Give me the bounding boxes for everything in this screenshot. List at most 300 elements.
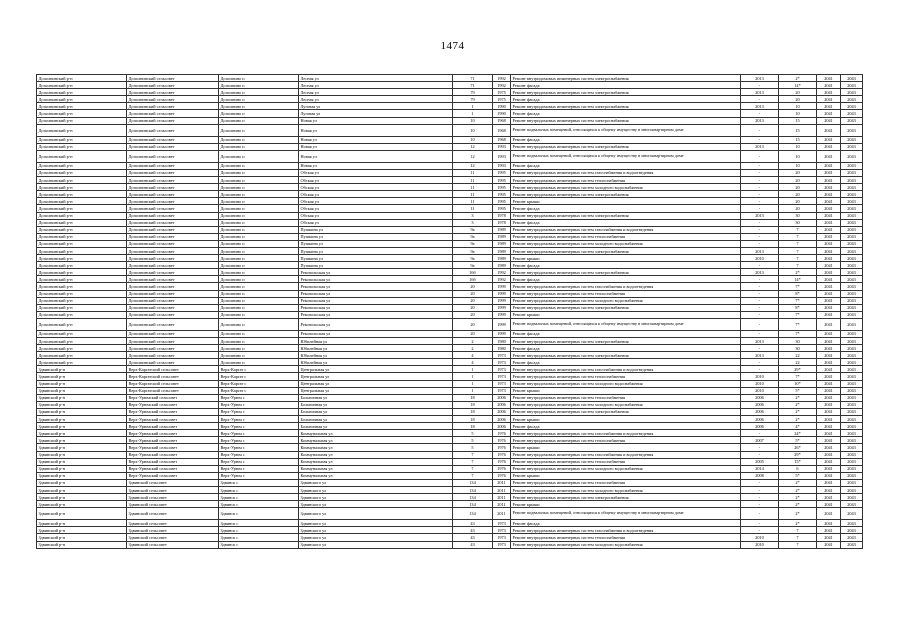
wear-cell: 14*	[779, 276, 817, 283]
district-cell: Дополнинский р-н	[37, 89, 127, 96]
period-end-cell: 2043	[841, 486, 863, 493]
settlement-cell: Верх-Урюм с	[219, 430, 299, 437]
settlement-cell: Дополнино п	[219, 330, 299, 337]
period-start-cell: 2041	[817, 169, 841, 176]
build-year-cell: 1978	[493, 219, 511, 226]
last-repair-year-cell: -	[741, 359, 779, 366]
council-cell: Верх-Урюмский сельсовет	[127, 444, 219, 451]
house-number-cell: 9а	[453, 255, 493, 262]
period-end-cell: 2043	[841, 117, 863, 124]
period-start-cell: 2041	[817, 451, 841, 458]
house-number-cell: 11	[453, 198, 493, 205]
period-end-cell: 2043	[841, 401, 863, 408]
period-end-cell: 2043	[841, 394, 863, 401]
wear-cell: 7*	[779, 297, 817, 304]
settlement-cell: Дополнино п	[219, 184, 299, 191]
street-cell: Центральная ул	[299, 380, 453, 387]
table-row	[37, 240, 863, 247]
period-end-cell: 2043	[841, 247, 863, 254]
last-repair-year-cell: -	[741, 330, 779, 337]
wear-cell: 7	[779, 247, 817, 254]
district-cell: Здвинский р-н	[37, 527, 127, 534]
period-start-cell: 2041	[817, 184, 841, 191]
settlement-cell: Дополнино п	[219, 205, 299, 212]
council-cell: Дополнинский сельсовет	[127, 124, 219, 136]
table-row	[37, 247, 863, 254]
street-cell: Обская ул	[299, 184, 453, 191]
period-end-cell: 2043	[841, 345, 863, 352]
house-number-cell: 16б	[453, 276, 493, 283]
work-type-cell: Ремонт фасада	[511, 262, 741, 269]
period-end-cell: 2043	[841, 96, 863, 103]
street-cell: Больничная ул	[299, 408, 453, 415]
street-cell: Луговая ул	[299, 110, 453, 117]
table-row	[37, 212, 863, 219]
settlement-cell: Дополнино п	[219, 255, 299, 262]
table-row	[37, 297, 863, 304]
last-repair-year-cell: -	[741, 96, 779, 103]
wear-cell: 7	[779, 534, 817, 541]
last-repair-year-cell: -	[741, 136, 779, 143]
council-cell: Дополнинский сельсовет	[127, 352, 219, 359]
build-year-cell: 1995	[493, 198, 511, 205]
work-type-cell: Ремонт фасада	[511, 345, 741, 352]
period-end-cell: 2043	[841, 283, 863, 290]
house-number-cell: 18	[453, 408, 493, 415]
last-repair-year-cell: 2010	[741, 255, 779, 262]
district-cell: Здвинский р-н	[37, 508, 127, 520]
work-type-cell: Ремонт внутридомовых инженерных систем электроснабжения	[511, 494, 741, 501]
period-start-cell: 2041	[817, 124, 841, 136]
council-cell: Дополнинский сельсовет	[127, 162, 219, 169]
wear-cell: 20	[779, 96, 817, 103]
table-row	[37, 255, 863, 262]
house-number-cell: 11	[453, 191, 493, 198]
wear-cell: 7	[779, 255, 817, 262]
house-number-cell: 20	[453, 330, 493, 337]
street-cell: Новая ул	[299, 162, 453, 169]
table-row	[37, 501, 863, 508]
period-start-cell: 2041	[817, 345, 841, 352]
street-cell: Луговая ул	[299, 103, 453, 110]
district-cell: Дополнинский р-н	[37, 96, 127, 103]
period-end-cell: 2043	[841, 430, 863, 437]
house-number-cell: 12	[453, 150, 493, 162]
street-cell: Пушкина ул	[299, 262, 453, 269]
build-year-cell: 1980	[493, 338, 511, 345]
district-cell: Дополнинский р-н	[37, 255, 127, 262]
council-cell: Дополнинский сельсовет	[127, 330, 219, 337]
period-end-cell: 2043	[841, 297, 863, 304]
house-number-cell: 1	[453, 110, 493, 117]
build-year-cell: 1975	[493, 96, 511, 103]
wear-cell: 2*	[779, 408, 817, 415]
house-number-cell: 7	[453, 465, 493, 472]
council-cell: Дополнинский сельсовет	[127, 184, 219, 191]
council-cell: Дополнинский сельсовет	[127, 110, 219, 117]
settlement-cell: Здвинск с	[219, 520, 299, 527]
period-start-cell: 2041	[817, 472, 841, 479]
district-cell: Дополнинский р-н	[37, 169, 127, 176]
last-repair-year-cell: -	[741, 366, 779, 373]
wear-cell: 15*	[779, 458, 817, 465]
wear-cell: 7	[779, 541, 817, 548]
period-end-cell: 2043	[841, 255, 863, 262]
build-year-cell: 1995	[493, 205, 511, 212]
council-cell: Верх-Каргатский сельсовет	[127, 380, 219, 387]
council-cell: Дополнинский сельсовет	[127, 255, 219, 262]
house-number-cell: 1	[453, 380, 493, 387]
period-end-cell: 2043	[841, 82, 863, 89]
street-cell: Лесная ул	[299, 96, 453, 103]
build-year-cell: 1973	[493, 520, 511, 527]
build-year-cell: 1976	[493, 444, 511, 451]
table-row	[37, 276, 863, 283]
wear-cell: 5*	[779, 437, 817, 444]
wear-cell: 26*	[779, 444, 817, 451]
period-end-cell: 2043	[841, 150, 863, 162]
table-row	[37, 345, 863, 352]
street-cell: Рекопольская ул	[299, 318, 453, 330]
settlement-cell: Дополнино п	[219, 304, 299, 311]
street-cell: Здвинского ул	[299, 494, 453, 501]
table-row	[37, 117, 863, 124]
build-year-cell: 1989	[493, 262, 511, 269]
settlement-cell: Верх-Урюм с	[219, 451, 299, 458]
build-year-cell: 2006	[493, 408, 511, 415]
house-number-cell: 43	[453, 527, 493, 534]
table-row	[37, 387, 863, 394]
last-repair-year-cell: -	[741, 198, 779, 205]
council-cell: Верх-Урюмский сельсовет	[127, 408, 219, 415]
period-end-cell: 2043	[841, 124, 863, 136]
council-cell: Верх-Урюмский сельсовет	[127, 472, 219, 479]
period-end-cell: 2043	[841, 527, 863, 534]
district-cell: Здвинский р-н	[37, 534, 127, 541]
street-cell: Коммунальная ул	[299, 472, 453, 479]
period-end-cell: 2043	[841, 276, 863, 283]
wear-cell: 2*	[779, 394, 817, 401]
table-row	[37, 401, 863, 408]
build-year-cell: 1976	[493, 472, 511, 479]
work-type-cell: Ремонт фасада	[511, 330, 741, 337]
wear-cell: 7	[779, 527, 817, 534]
street-cell: Юбилейная ул	[299, 352, 453, 359]
last-repair-year-cell: -	[741, 318, 779, 330]
period-end-cell: 2043	[841, 103, 863, 110]
last-repair-year-cell: 2013	[741, 352, 779, 359]
table-body	[37, 75, 863, 549]
wear-cell: 20	[779, 184, 817, 191]
period-start-cell: 2041	[817, 527, 841, 534]
last-repair-year-cell: -	[741, 110, 779, 117]
table-row	[37, 226, 863, 233]
house-number-cell: 7	[453, 472, 493, 479]
settlement-cell: Дополнино п	[219, 124, 299, 136]
street-cell: Пушкина ул	[299, 226, 453, 233]
build-year-cell: 1980	[493, 345, 511, 352]
house-number-cell: 10	[453, 136, 493, 143]
table-row	[37, 366, 863, 373]
work-type-cell: Ремонт внутридомовых инженерных систем теплоснабжения	[511, 177, 741, 184]
period-end-cell: 2043	[841, 338, 863, 345]
house-number-cell: 20	[453, 283, 493, 290]
build-year-cell: 1976	[493, 430, 511, 437]
work-type-cell: Ремонт подвальных помещений, относящихся к общему имуществу в многоквартирном доме	[511, 318, 741, 330]
settlement-cell: Дополнино п	[219, 110, 299, 117]
build-year-cell: 1999	[493, 283, 511, 290]
wear-cell: 20	[779, 191, 817, 198]
period-end-cell: 2043	[841, 373, 863, 380]
work-type-cell: Ремонт фасада	[511, 162, 741, 169]
last-repair-year-cell: -	[741, 304, 779, 311]
work-type-cell: Ремонт внутридомовых инженерных систем теплоснабжения	[511, 437, 741, 444]
table-row	[37, 191, 863, 198]
build-year-cell: 2011	[493, 501, 511, 508]
period-end-cell: 2043	[841, 219, 863, 226]
house-number-cell: 5	[453, 444, 493, 451]
wear-cell: 5*	[779, 472, 817, 479]
build-year-cell: 2011	[493, 486, 511, 493]
table-row	[37, 458, 863, 465]
period-start-cell: 2041	[817, 177, 841, 184]
district-cell: Дополнинский р-н	[37, 136, 127, 143]
street-cell: Центральная ул	[299, 366, 453, 373]
street-cell: Рекопольская ул	[299, 304, 453, 311]
period-start-cell: 2041	[817, 75, 841, 82]
build-year-cell: 1976	[493, 465, 511, 472]
council-cell: Дополнинский сельсовет	[127, 89, 219, 96]
table-row	[37, 330, 863, 337]
work-type-cell: Ремонт внутридомовых инженерных систем электроснабжения	[511, 75, 741, 82]
period-end-cell: 2043	[841, 162, 863, 169]
build-year-cell: 1999	[493, 297, 511, 304]
period-start-cell: 2041	[817, 387, 841, 394]
table-row	[37, 184, 863, 191]
build-year-cell: 1992	[493, 276, 511, 283]
last-repair-year-cell: 2010	[741, 387, 779, 394]
house-number-cell: 134	[453, 486, 493, 493]
period-start-cell: 2041	[817, 290, 841, 297]
period-start-cell: 2041	[817, 143, 841, 150]
wear-cell: 22	[779, 359, 817, 366]
council-cell: Дополнинский сельсовет	[127, 345, 219, 352]
work-type-cell: Ремонт фасада	[511, 359, 741, 366]
district-cell: Дополнинский р-н	[37, 219, 127, 226]
wear-cell: 20	[779, 89, 817, 96]
wear-cell: 30	[779, 219, 817, 226]
last-repair-year-cell: -	[741, 240, 779, 247]
build-year-cell: 1992	[493, 82, 511, 89]
district-cell: Дополнинский р-н	[37, 191, 127, 198]
district-cell: Здвинский р-н	[37, 465, 127, 472]
period-start-cell: 2041	[817, 304, 841, 311]
last-repair-year-cell: -	[741, 430, 779, 437]
council-cell: Дополнинский сельсовет	[127, 150, 219, 162]
last-repair-year-cell: -	[741, 162, 779, 169]
last-repair-year-cell: -	[741, 233, 779, 240]
district-cell: Дополнинский р-н	[37, 359, 127, 366]
period-start-cell: 2041	[817, 373, 841, 380]
street-cell: Здвинского ул	[299, 501, 453, 508]
council-cell: Дополнинский сельсовет	[127, 136, 219, 143]
table-row	[37, 290, 863, 297]
district-cell: Дополнинский р-н	[37, 311, 127, 318]
last-repair-year-cell: 2008	[741, 472, 779, 479]
council-cell: Дополнинский сельсовет	[127, 318, 219, 330]
council-cell: Дополнинский сельсовет	[127, 103, 219, 110]
last-repair-year-cell: -	[741, 150, 779, 162]
street-cell: Пушкина ул	[299, 240, 453, 247]
wear-cell: 20	[779, 205, 817, 212]
street-cell: Новая ул	[299, 143, 453, 150]
period-start-cell: 2041	[817, 352, 841, 359]
period-end-cell: 2043	[841, 472, 863, 479]
settlement-cell: Верх-Урюм с	[219, 437, 299, 444]
last-repair-year-cell: 2013	[741, 89, 779, 96]
settlement-cell: Дополнино п	[219, 290, 299, 297]
council-cell: Здвинский сельсовет	[127, 486, 219, 493]
wear-cell: 10	[779, 150, 817, 162]
period-start-cell: 2041	[817, 508, 841, 520]
period-end-cell: 2043	[841, 290, 863, 297]
house-number-cell: 1	[453, 103, 493, 110]
work-type-cell: Ремонт внутридомовых инженерных систем электроснабжения	[511, 89, 741, 96]
work-type-cell: Ремонт фасада	[511, 82, 741, 89]
work-type-cell: Ремонт внутридомовых инженерных систем электроснабжения	[511, 191, 741, 198]
period-end-cell: 2043	[841, 205, 863, 212]
house-number-cell: 9а	[453, 233, 493, 240]
work-type-cell: Ремонт внутридомовых инженерных систем холодного водоснабжения	[511, 184, 741, 191]
table-row	[37, 162, 863, 169]
street-cell: Коммунальная ул	[299, 465, 453, 472]
table-row	[37, 380, 863, 387]
last-repair-year-cell: 2014	[741, 465, 779, 472]
council-cell: Дополнинский сельсовет	[127, 290, 219, 297]
period-end-cell: 2043	[841, 304, 863, 311]
house-number-cell: 7	[453, 451, 493, 458]
period-end-cell: 2043	[841, 89, 863, 96]
wear-cell: 29*	[779, 366, 817, 373]
period-start-cell: 2041	[817, 103, 841, 110]
last-repair-year-cell: 2005	[741, 458, 779, 465]
table-row	[37, 534, 863, 541]
build-year-cell: 1973	[493, 359, 511, 366]
last-repair-year-cell: -	[741, 276, 779, 283]
build-year-cell: 1973	[493, 352, 511, 359]
last-repair-year-cell: -	[741, 290, 779, 297]
house-number-cell: 11	[453, 177, 493, 184]
street-cell: Коммунальная ул	[299, 437, 453, 444]
settlement-cell: Здвинск с	[219, 486, 299, 493]
build-year-cell: 1999	[493, 318, 511, 330]
build-year-cell: 1995	[493, 177, 511, 184]
council-cell: Дополнинский сельсовет	[127, 198, 219, 205]
table-row	[37, 527, 863, 534]
street-cell: Здвинского ул	[299, 527, 453, 534]
wear-cell: 2*	[779, 269, 817, 276]
table-row	[37, 89, 863, 96]
district-cell: Здвинский р-н	[37, 401, 127, 408]
period-start-cell: 2041	[817, 479, 841, 486]
period-start-cell: 2041	[817, 534, 841, 541]
district-cell: Дополнинский р-н	[37, 226, 127, 233]
district-cell: Здвинский р-н	[37, 394, 127, 401]
street-cell: Рекопольская ул	[299, 290, 453, 297]
house-number-cell: 9а	[453, 240, 493, 247]
council-cell: Верх-Урюмский сельсовет	[127, 394, 219, 401]
work-type-cell: Ремонт крыши	[511, 311, 741, 318]
work-type-cell: Ремонт внутридомовых инженерных систем теплоснабжения	[511, 534, 741, 541]
period-end-cell: 2043	[841, 423, 863, 430]
last-repair-year-cell: 2013	[741, 75, 779, 82]
work-type-cell: Ремонт фасада	[511, 96, 741, 103]
street-cell: Здвинского ул	[299, 486, 453, 493]
period-start-cell: 2041	[817, 416, 841, 423]
build-year-cell: 2006	[493, 423, 511, 430]
build-year-cell: 2011	[493, 508, 511, 520]
work-type-cell: Ремонт внутридомовых инженерных систем электроснабжения	[511, 143, 741, 150]
settlement-cell: Верх-Каргат с	[219, 380, 299, 387]
work-type-cell: Ремонт фасада	[511, 276, 741, 283]
district-cell: Дополнинский р-н	[37, 212, 127, 219]
wear-cell: 7*	[779, 283, 817, 290]
table-row	[37, 318, 863, 330]
street-cell: Больничная ул	[299, 394, 453, 401]
council-cell: Дополнинский сельсовет	[127, 143, 219, 150]
work-type-cell: Ремонт внутридомовых инженерных систем холодного водоснабжения	[511, 541, 741, 548]
council-cell: Дополнинский сельсовет	[127, 311, 219, 318]
build-year-cell: 1993	[493, 143, 511, 150]
council-cell: Здвинский сельсовет	[127, 534, 219, 541]
settlement-cell: Дополнино п	[219, 169, 299, 176]
wear-cell: 10*	[779, 380, 817, 387]
table-row	[37, 75, 863, 82]
period-end-cell: 2043	[841, 143, 863, 150]
settlement-cell: Дополнино п	[219, 276, 299, 283]
last-repair-year-cell: 2010	[741, 541, 779, 548]
house-number-cell: 18	[453, 416, 493, 423]
street-cell: Пушкина ул	[299, 247, 453, 254]
table-row	[37, 136, 863, 143]
street-cell: Коммунальная ул	[299, 430, 453, 437]
street-cell: Обская ул	[299, 198, 453, 205]
table-row	[37, 233, 863, 240]
period-end-cell: 2043	[841, 75, 863, 82]
settlement-cell: Дополнино п	[219, 359, 299, 366]
house-number-cell: 5	[453, 430, 493, 437]
work-type-cell: Ремонт внутридомовых инженерных систем теплоснабжения	[511, 290, 741, 297]
wear-cell: 30	[779, 212, 817, 219]
table-row	[37, 423, 863, 430]
build-year-cell: 1973	[493, 380, 511, 387]
build-year-cell: 1973	[493, 527, 511, 534]
build-year-cell: 2006	[493, 416, 511, 423]
last-repair-year-cell: -	[741, 451, 779, 458]
wear-cell: 2*	[779, 479, 817, 486]
period-start-cell: 2041	[817, 458, 841, 465]
work-type-cell: Ремонт внутридомовых инженерных систем холодного водоснабжения	[511, 240, 741, 247]
table-row	[37, 177, 863, 184]
period-end-cell: 2043	[841, 501, 863, 508]
last-repair-year-cell: -	[741, 501, 779, 508]
period-start-cell: 2041	[817, 219, 841, 226]
council-cell: Верх-Каргатский сельсовет	[127, 373, 219, 380]
council-cell: Дополнинский сельсовет	[127, 212, 219, 219]
last-repair-year-cell: 2007	[741, 437, 779, 444]
house-number-cell: 18	[453, 423, 493, 430]
house-number-cell: 10	[453, 117, 493, 124]
